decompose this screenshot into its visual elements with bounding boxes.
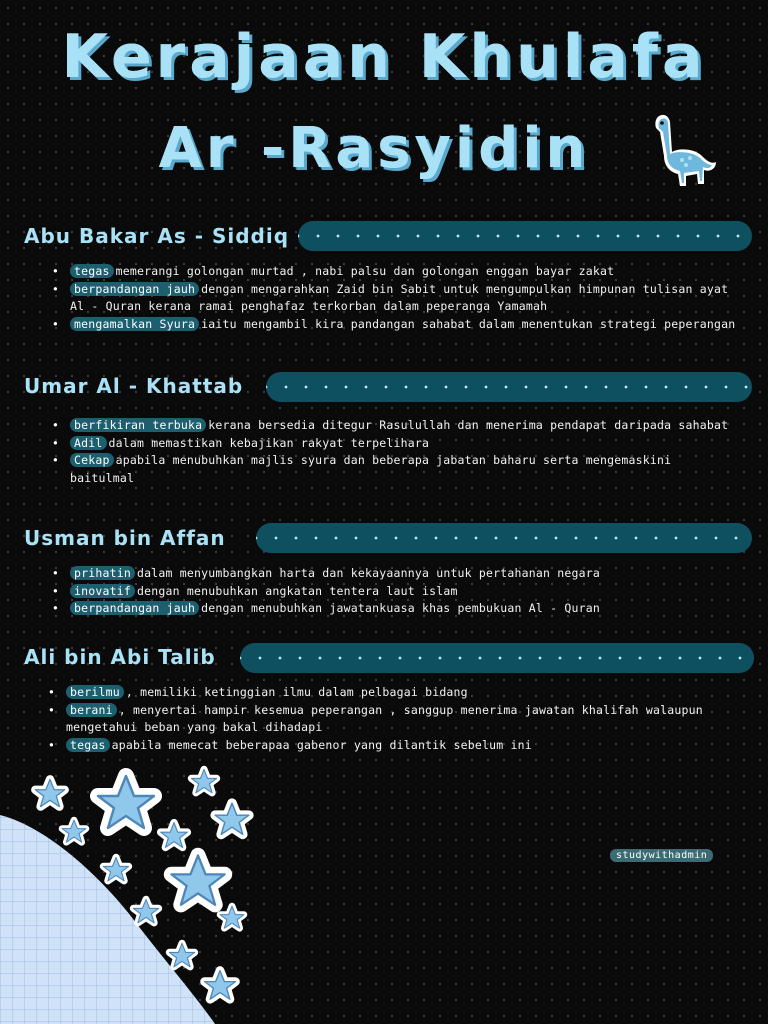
star-sticker-icon (35, 779, 64, 806)
star-sticker-cluster (0, 760, 270, 1024)
section-heading-usman: Usman bin Affan (24, 526, 226, 550)
list-item-text: apabila memecat beberapaa gabenor yang dilantik sebelum ini (111, 737, 532, 752)
section-list-abu-bakar (50, 263, 740, 333)
list-item (50, 583, 740, 601)
keyword-highlight: berpandangan jauh (70, 282, 199, 296)
list-item-text: dengan menubuhkan angkatan tentera laut islam (137, 583, 458, 598)
list-item (50, 600, 740, 618)
page-title-line1: Kerajaan Khulafa (61, 22, 707, 92)
keyword-highlight: Cekap (70, 453, 114, 467)
list-item (46, 684, 736, 702)
star-sticker-icon (98, 776, 154, 828)
keyword-highlight: berilmu (66, 685, 124, 699)
keyword-highlight: berani (66, 703, 117, 717)
section-divider-bar (256, 523, 752, 553)
list-item-text: , menyertai hampir kesemua peperangan , sanggup menerima jawatan khalifah walaupun mengetahui beban yang bakal dihadapi (66, 702, 703, 734)
star-sticker-icon (103, 857, 128, 880)
keyword-highlight: berpandangan jauh (70, 601, 199, 615)
list-item (50, 263, 740, 281)
list-item-text: dengan mengarahkan Zaid bin Sabit untuk mengumpulkan himpunan tulisan ayat Al - Quran kerana ramai penghafaz terkorban dalam peperanga Yamamah (70, 281, 729, 313)
keyword-highlight: prihatin (70, 566, 135, 580)
list-item (50, 565, 740, 583)
star-sticker-icon (171, 855, 224, 904)
section-heading-abu-bakar: Abu Bakar As - Siddiq (24, 224, 290, 248)
list-item (50, 316, 740, 334)
list-item-text: dengan menubuhkan jawatankuasa khas pembukuan Al - Quran (201, 601, 601, 615)
list-item-text: dalam memastikan kebajikan rakyat terpelihara (108, 435, 430, 450)
list-item-text: , memiliki ketinggian ilmu dalam pelbagai bidang (125, 685, 468, 699)
list-item-text: kerana bersedia ditegur Rasulullah dan menerima pendapat daripada sahabat (208, 418, 729, 432)
list-item (50, 417, 740, 435)
keyword-highlight: mengamalkan Syura (70, 317, 199, 331)
keyword-highlight: inovatif (70, 584, 135, 598)
section-list-umar (50, 417, 740, 487)
credit-label: studywithadmin (610, 849, 713, 862)
keyword-highlight: tegas (70, 264, 114, 278)
section-divider-bar (240, 643, 754, 673)
keyword-highlight: berfikiran terbuka (70, 418, 206, 432)
star-sticker-icon (205, 971, 236, 1000)
star-sticker-icon (62, 820, 86, 842)
list-item-text: iaitu mengambil kira pandangan sahabat dalam menentukan strategi peperangan (201, 316, 736, 331)
list-item-text: memerangi golongan murtad , nabi palsu dan golongan enggan bayar zakat (115, 264, 615, 278)
star-sticker-icon (215, 803, 249, 834)
list-item (46, 737, 736, 755)
dinosaur-sticker-icon (642, 108, 718, 194)
star-sticker-icon (220, 906, 244, 928)
star-sticker-icon (161, 823, 188, 848)
page-title-line2: Ar -Rasyidin (158, 116, 590, 181)
section-heading-ali: Ali bin Abi Talib (24, 645, 216, 669)
keyword-highlight: Adil (70, 436, 107, 450)
section-heading-umar: Umar Al - Khattab (24, 374, 244, 398)
list-item-text: dalam menyumbangkan harta dan kekayaannya untuk pertahanan negara (137, 566, 601, 580)
section-list-usman (50, 565, 740, 618)
star-sticker-icon (191, 769, 216, 792)
section-divider-bar (298, 221, 752, 251)
section-divider-bar (266, 372, 752, 402)
list-item-text: apabila menubuhkan majlis syura dan beberapa jabatan baharu serta mengemaskini baitulmal (70, 453, 672, 485)
list-item (50, 452, 740, 487)
star-sticker-icon (169, 943, 194, 966)
keyword-highlight: tegas (66, 738, 110, 752)
list-item (50, 281, 740, 316)
section-list-ali (46, 684, 736, 754)
list-item (50, 435, 740, 453)
list-item (46, 702, 736, 737)
star-sticker-icon (133, 899, 158, 922)
